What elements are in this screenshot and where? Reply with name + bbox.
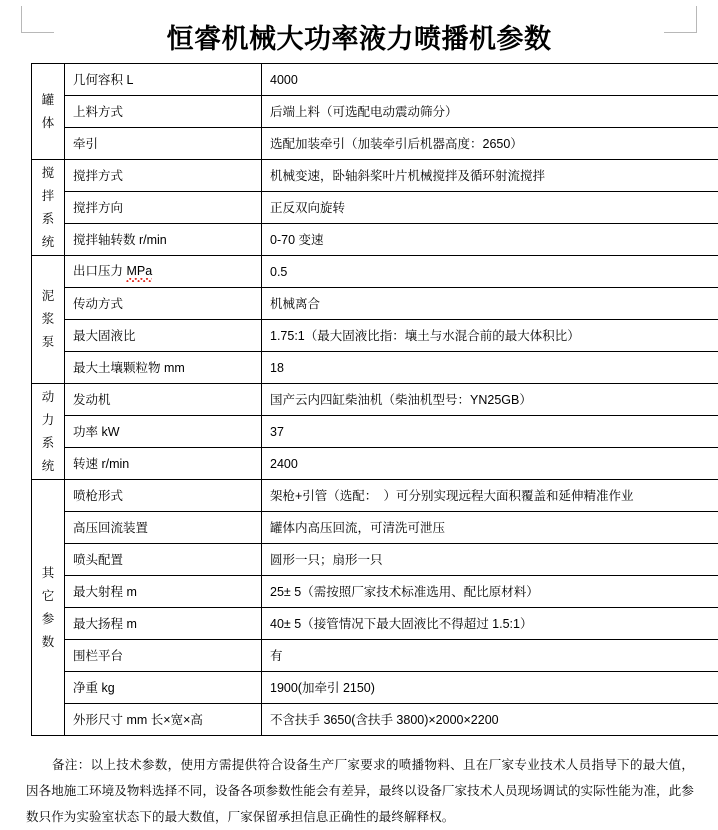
parameter-name-cell: 上料方式 [65, 96, 262, 128]
parameter-name-cell: 转速 r/min [65, 448, 262, 480]
category-label: 泥浆泵 [41, 285, 55, 354]
parameter-value-cell: 机械离合 [262, 288, 718, 320]
table-row [32, 640, 718, 672]
parameter-value-cell: 后端上料（可选配电动震动筛分） [262, 96, 718, 128]
parameter-value-cell: 2400 [262, 448, 718, 480]
parameter-value-cell: 有 [262, 640, 718, 672]
parameter-name-cell: 喷头配置 [65, 544, 262, 576]
table-row [32, 128, 718, 160]
table-row [32, 384, 718, 416]
category-cell [32, 480, 65, 736]
category-label: 罐体 [41, 89, 55, 135]
table-row [32, 288, 718, 320]
category-label: 搅拌系统 [41, 162, 55, 254]
table-row [32, 416, 718, 448]
parameter-value-cell: 圆形一只；扇形一只 [262, 544, 718, 576]
parameter-value-cell: 37 [262, 416, 718, 448]
parameter-name-cell: 喷枪形式 [65, 480, 262, 512]
parameter-value-cell: 1.75:1（最大固液比指：壤土与水混合前的最大体积比） [262, 320, 718, 352]
parameter-value-cell: 18 [262, 352, 718, 384]
specification-table-body [32, 64, 718, 736]
parameter-name-cell: 最大土壤颗粒物 mm [65, 352, 262, 384]
table-row [32, 544, 718, 576]
parameter-name-cell: 出口压力 MPa [65, 256, 262, 288]
parameter-name-cell: 功率 kW [65, 416, 262, 448]
parameter-name-cell: 搅拌方向 [65, 192, 262, 224]
specification-table [31, 63, 718, 736]
parameter-name-cell: 外形尺寸 mm 长×宽×高 [65, 704, 262, 736]
table-row [32, 320, 718, 352]
category-cell [32, 160, 65, 256]
parameter-name-cell: 高压回流装置 [65, 512, 262, 544]
category-cell [32, 256, 65, 384]
table-row [32, 160, 718, 192]
parameter-name-cell: 牵引 [65, 128, 262, 160]
parameter-name-cell: 净重 kg [65, 672, 262, 704]
table-row [32, 608, 718, 640]
table-row [32, 576, 718, 608]
parameter-value-cell: 4000 [262, 64, 718, 96]
table-row [32, 224, 718, 256]
parameter-value-cell: 国产云内四缸柴油机（柴油机型号：YN25GB） [262, 384, 718, 416]
category-cell [32, 64, 65, 160]
parameter-name-cell: 搅拌轴转数 r/min [65, 224, 262, 256]
table-row [32, 256, 718, 288]
parameter-value-cell: 罐体内高压回流，可清洗可泄压 [262, 512, 718, 544]
table-row [32, 672, 718, 704]
page-title: 恒睿机械大功率液力喷播机参数 [0, 22, 718, 56]
parameter-value-cell: 架枪+引管（选配： ）可分别实现远程大面积覆盖和延伸精准作业 [262, 480, 718, 512]
table-row [32, 64, 718, 96]
parameter-value-cell: 正反双向旋转 [262, 192, 718, 224]
parameter-name-cell: 最大固液比 [65, 320, 262, 352]
table-row [32, 480, 718, 512]
table-row [32, 448, 718, 480]
parameter-value-cell: 0.5 [262, 256, 718, 288]
table-row [32, 96, 718, 128]
spellcheck-underline: MPa [126, 263, 152, 280]
parameter-name-cell: 最大射程 m [65, 576, 262, 608]
parameter-name-cell: 几何容积 L [65, 64, 262, 96]
parameter-name-cell: 传动方式 [65, 288, 262, 320]
parameter-name-cell: 最大扬程 m [65, 608, 262, 640]
parameter-name-cell: 围栏平台 [65, 640, 262, 672]
table-row [32, 512, 718, 544]
footer-note: 备注：以上技术参数，使用方需提供符合设备生产厂家要求的喷播物料、且在厂家专业技术人员指导下的最大值，因各地施工环境及物料选择不同，设备各项参数性能会有差异，最终以设备厂家技术人员现场调试的实际性能为准，此参数只作为实验室状态下的最大数值，厂家保留承担信息正确性的最终解释权。 [26, 752, 694, 830]
table-row [32, 352, 718, 384]
parameter-value-cell: 选配加装牵引（加装牵引后机器高度：2650） [262, 128, 718, 160]
parameter-value-cell: 不含扶手 3650(含扶手 3800)×2000×2200 [262, 704, 718, 736]
parameter-value-cell: 0-70 变速 [262, 224, 718, 256]
parameter-name-cell: 搅拌方式 [65, 160, 262, 192]
table-row [32, 704, 718, 736]
table-row [32, 192, 718, 224]
parameter-name-cell: 发动机 [65, 384, 262, 416]
parameter-value-cell: 25± 5（需按照厂家技术标准选用、配比原材料） [262, 576, 718, 608]
category-label: 其它参数 [41, 562, 55, 654]
category-cell [32, 384, 65, 480]
category-label: 动力系统 [41, 386, 55, 478]
parameter-value-cell: 40± 5（接管情况下最大固液比不得超过 1.5:1） [262, 608, 718, 640]
parameter-value-cell: 机械变速，卧轴斜桨叶片机械搅拌及循环射流搅拌 [262, 160, 718, 192]
parameter-value-cell: 1900(加牵引 2150) [262, 672, 718, 704]
